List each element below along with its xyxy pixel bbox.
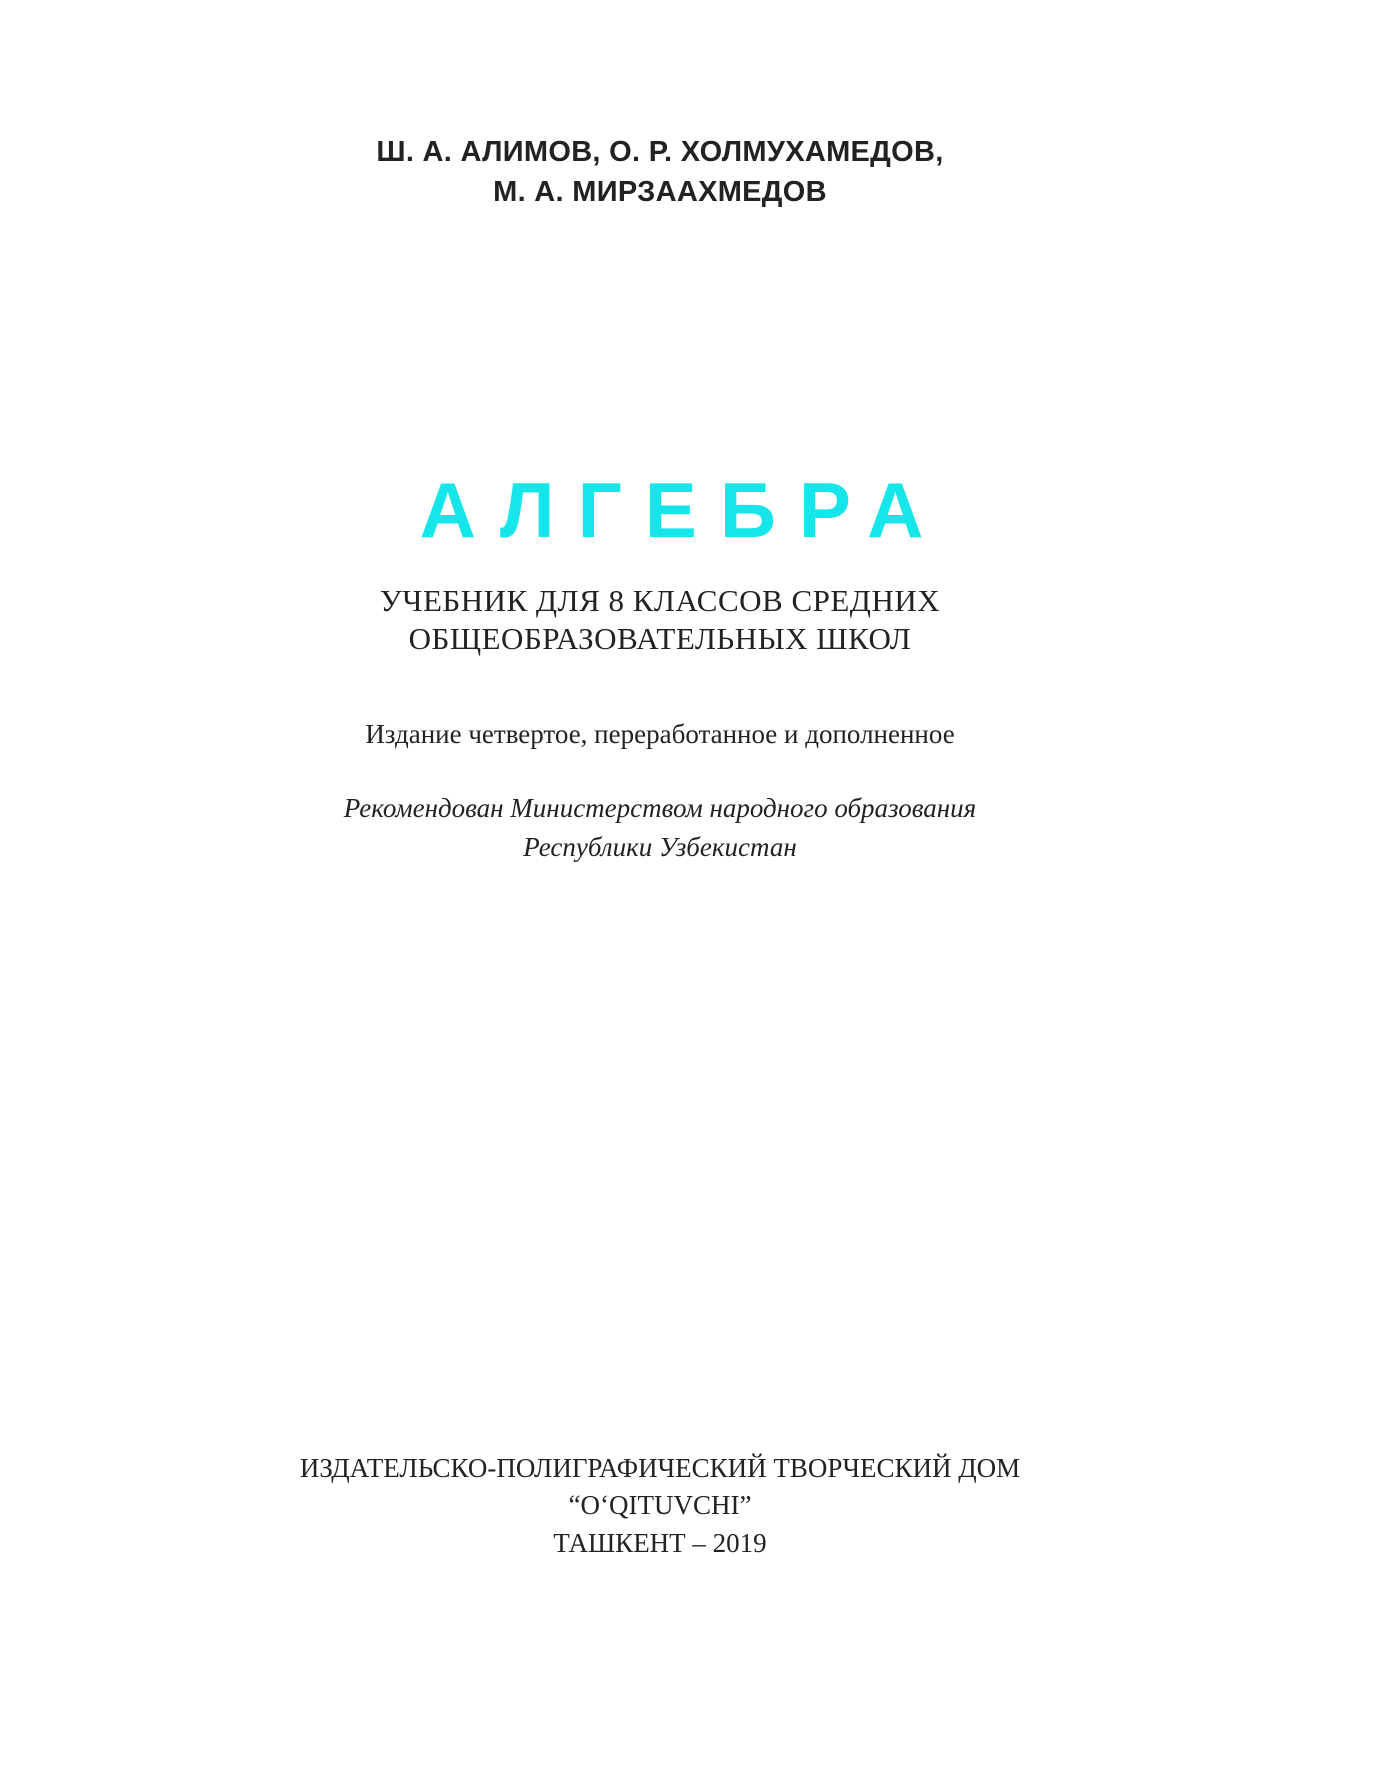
authors-line-1: Ш. А. АЛИМОВ, О. Р. ХОЛМУХАМЕДОВ, [376,136,944,168]
subtitle-line-1: УЧЕБНИК ДЛЯ 8 КЛАССОВ СРЕДНИХ [379,583,941,618]
subtitle-line-2: ОБЩЕОБРАЗОВАТЕЛЬНЫХ ШКОЛ [408,621,912,656]
recommendation-line-1: Рекомендован Министерством народного образования [343,793,977,823]
authors-line-2: М. А. МИРЗААХМЕДОВ [493,176,827,208]
edition-note: Издание четвертое, переработанное и дополненное [365,719,955,749]
recommendation-line-2: Республики Узбекистан [523,832,797,862]
publisher-name: “O‘QITUVCHI” [568,1490,752,1520]
publisher-line-1: ИЗДАТЕЛЬСКО-ПОЛИГРАФИЧЕСКИЙ ТВОРЧЕСКИЙ ДОМ [299,1453,1021,1483]
book-title: АЛГЕБРА [419,466,947,554]
publisher-city-year: ТАШКЕНТ – 2019 [553,1528,767,1558]
